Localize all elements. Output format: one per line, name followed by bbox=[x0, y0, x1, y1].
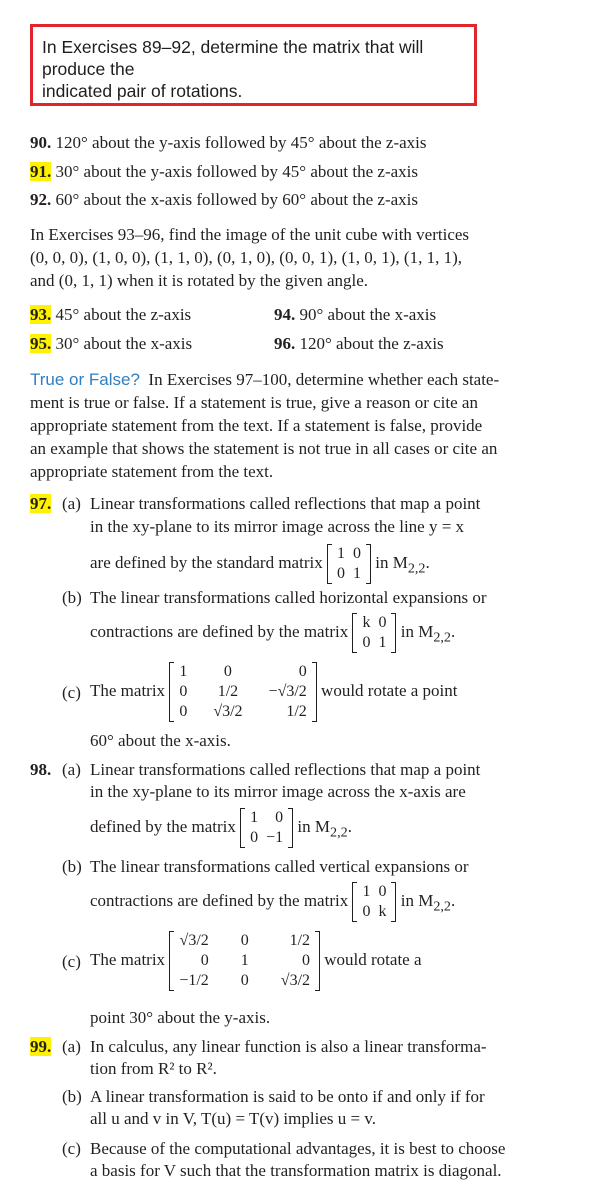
exercise-number: 90. bbox=[30, 133, 52, 152]
exercise-text: in M bbox=[400, 622, 434, 641]
exercise-98b-matrix-line: contractions are defined by the matrix 1 0 0 k in $M_{2,2}$. bbox=[90, 883, 456, 921]
exercise-text: 120° about the y-axis followed by 45° about the z-axis bbox=[55, 133, 427, 152]
true-false-instructions bbox=[30, 368, 522, 483]
exercise-number: 99. bbox=[30, 1037, 52, 1056]
matrix-cell: 0 bbox=[250, 829, 259, 847]
matrix-cell: 1/2 bbox=[217, 683, 239, 701]
exercise-96 bbox=[274, 332, 444, 355]
exercise-text: The matrix bbox=[90, 681, 166, 700]
subscript: 2,2 bbox=[330, 824, 348, 841]
exercise-98c-line: point 30° about the y-axis. bbox=[90, 1008, 271, 1027]
exercise-95 bbox=[30, 332, 192, 355]
matrix-98b bbox=[352, 882, 396, 922]
exercise-text: in M bbox=[400, 891, 434, 910]
paragraph-line: appropriate statement from the text. If a statement is false, provide bbox=[30, 416, 483, 435]
matrix-cell: 0 bbox=[200, 952, 209, 970]
exercise-97b-line: The linear transformations called horizontal expansions or bbox=[90, 588, 487, 607]
matrix-cell: 0 bbox=[336, 565, 345, 583]
paragraph-text: In Exercises 97–100, determine whether each state- bbox=[148, 370, 500, 389]
paragraph-line: and (0, 1, 1) when it is rotated by the given angle. bbox=[30, 271, 369, 290]
subscript: 2,2 bbox=[407, 560, 426, 577]
matrix-cell: 1 bbox=[378, 634, 387, 652]
exercise-93 bbox=[30, 303, 191, 326]
exercise-97b-matrix-line: contractions are defined by the matrix k 0 0 1 in $M_{2,2}$. bbox=[90, 614, 456, 652]
matrix-cell: √3/2 bbox=[179, 932, 209, 950]
instructions-line: In Exercises 89–92, determine the matrix that will bbox=[42, 37, 424, 57]
exercise-number: 93. bbox=[30, 305, 52, 324]
exercise-97c-label: (c) bbox=[62, 683, 81, 702]
exercise-text: in M bbox=[297, 817, 330, 836]
matrix-cell: 1 bbox=[250, 809, 259, 827]
matrix-cell: 0 bbox=[352, 545, 361, 563]
matrix-cell: 0 bbox=[240, 932, 249, 950]
exercise-97a-line: Linear transformations called reflections that map a point bbox=[90, 494, 481, 513]
exercise-99c-line: a basis for V such that the transformation matrix is diagonal. bbox=[90, 1161, 502, 1180]
paragraph-line: ment is true or false. If a statement is true, give a reason or cite an bbox=[30, 393, 478, 412]
exercise-text: defined by the matrix bbox=[90, 817, 236, 836]
exercise-97c-line: 60° about the x-axis. bbox=[90, 731, 231, 750]
true-false-label: True or False? bbox=[30, 370, 140, 389]
exercise-99-number bbox=[30, 1035, 51, 1058]
matrix-cell: 0 bbox=[302, 952, 311, 970]
exercise-98a-label: (a) bbox=[62, 760, 81, 779]
paragraph-line: appropriate statement from the text. bbox=[30, 462, 274, 481]
exercise-99b-label: (b) bbox=[62, 1087, 82, 1106]
exercise-99a-line: tion from R² to R². bbox=[90, 1059, 217, 1078]
exercise-98c-matrix-line bbox=[90, 925, 422, 995]
exercise-97b-label: (b) bbox=[62, 588, 82, 607]
matrix-cell: √3/2 bbox=[213, 703, 243, 721]
exercise-99a-label: (a) bbox=[62, 1037, 81, 1056]
exercise-90 bbox=[30, 131, 427, 154]
matrix-cell: 1 bbox=[362, 883, 371, 901]
paragraph-line bbox=[30, 368, 522, 391]
exercise-text: contractions are defined by the matrix bbox=[90, 622, 349, 641]
matrix-cell: 1 bbox=[240, 952, 249, 970]
cube-instructions bbox=[30, 223, 522, 292]
matrix-97b bbox=[352, 613, 396, 653]
matrix-cell: 0 bbox=[240, 972, 249, 990]
exercise-text: 45° about the z-axis bbox=[55, 305, 192, 324]
matrix-cell: k bbox=[378, 903, 387, 921]
matrix-cell: 1 bbox=[179, 663, 188, 681]
exercise-99b-line: all u and v in V, T(u) = T(v) implies u = v. bbox=[90, 1109, 376, 1128]
matrix-cell: −1 bbox=[266, 829, 284, 847]
matrix-97a bbox=[327, 544, 371, 584]
paragraph-line: (0, 0, 0), (1, 0, 0), (1, 1, 0), (0, 1, 0), (0, 0, 1), (1, 0, 1), (1, 1, 1), bbox=[30, 248, 463, 267]
exercise-text: 30° about the x-axis bbox=[55, 334, 193, 353]
matrix-cell: 0 bbox=[362, 634, 371, 652]
exercise-text: 90° about the x-axis bbox=[299, 305, 437, 324]
matrix-cell: k bbox=[362, 614, 371, 632]
exercise-number: 97. bbox=[30, 494, 52, 513]
matrix-cell: 0 bbox=[275, 809, 284, 827]
exercise-98a-matrix-line: defined by the matrix 1 0 0 −1 in $M_{2,2}$. bbox=[90, 809, 352, 847]
exercise-97a-matrix-line: are defined by the standard matrix 1 0 0 1 in $M_{2,2}$. bbox=[90, 545, 430, 583]
exercise-98a-line: in the xy-plane to its mirror image across the x-axis are bbox=[90, 782, 466, 801]
matrix-cell: 1/2 bbox=[286, 703, 307, 721]
subscript: 2,2 bbox=[433, 898, 452, 915]
exercise-99c-line: Because of the computational advantages, it is best to choose bbox=[90, 1139, 506, 1158]
exercise-98c-label: (c) bbox=[62, 952, 81, 971]
exercise-text: 60° about the x-axis followed by 60° about the z-axis bbox=[55, 190, 418, 209]
matrix-cell: −1/2 bbox=[179, 972, 209, 990]
exercise-97c-matrix-line bbox=[90, 656, 458, 726]
matrix-97c bbox=[169, 662, 316, 722]
matrix-98c bbox=[169, 931, 320, 991]
exercise-99a-line: In calculus, any linear function is also a linear transforma- bbox=[90, 1037, 487, 1056]
exercise-97a-line: in the xy-plane to its mirror image across the line y = x bbox=[90, 517, 465, 536]
exercise-text: are defined by the standard matrix bbox=[90, 553, 323, 572]
exercise-text: contractions are defined by the matrix bbox=[90, 891, 349, 910]
exercise-91 bbox=[30, 160, 418, 183]
exercise-98a-line: Linear transformations called reflections that map a point bbox=[90, 760, 481, 779]
matrix-cell: √3/2 bbox=[280, 972, 311, 990]
matrix-cell: 0 bbox=[362, 903, 371, 921]
matrix-cell: −√3/2 bbox=[268, 683, 307, 701]
matrix-cell: 0 bbox=[378, 614, 387, 632]
exercise-text: 30° about the y-axis followed by 45° about the z-axis bbox=[55, 162, 418, 181]
exercise-text: 120° about the z-axis bbox=[299, 334, 444, 353]
exercise-number: 98. bbox=[30, 760, 52, 779]
matrix-cell: 1 bbox=[352, 565, 361, 583]
exercise-94 bbox=[274, 303, 436, 326]
subscript: 2,2 bbox=[433, 629, 452, 646]
matrix-cell: 0 bbox=[298, 663, 307, 681]
matrix-cell: 1/2 bbox=[289, 932, 311, 950]
paragraph-line: an example that shows the statement is not true in all cases or cite an bbox=[30, 439, 498, 458]
exercise-text: The matrix bbox=[90, 950, 166, 969]
matrix-cell: 0 bbox=[179, 683, 188, 701]
exercise-98-number bbox=[30, 758, 51, 781]
exercise-number: 95. bbox=[30, 334, 52, 353]
matrix-98a bbox=[240, 808, 293, 848]
exercise-text: in M bbox=[375, 553, 408, 572]
matrix-cell: 0 bbox=[179, 703, 188, 721]
exercise-99b-line: A linear transformation is said to be onto if and only if for bbox=[90, 1087, 485, 1106]
instructions-box bbox=[30, 24, 477, 106]
matrix-cell: 0 bbox=[378, 883, 387, 901]
instructions-line: indicated pair of rotations. bbox=[42, 81, 243, 101]
exercise-98b-line: The linear transformations called vertical expansions or bbox=[90, 857, 469, 876]
matrix-cell: 1 bbox=[336, 545, 345, 563]
exercise-text: would rotate a bbox=[324, 950, 422, 969]
instructions-line: produce the bbox=[42, 59, 135, 79]
exercise-number: 91. bbox=[30, 162, 52, 181]
matrix-cell: 0 bbox=[223, 663, 232, 681]
exercise-97a-label: (a) bbox=[62, 494, 81, 513]
exercise-97-number bbox=[30, 492, 51, 515]
exercise-98b-label: (b) bbox=[62, 857, 82, 876]
exercise-text: would rotate a point bbox=[321, 681, 458, 700]
exercise-92 bbox=[30, 188, 418, 211]
exercise-number: 94. bbox=[274, 305, 296, 324]
exercise-number: 92. bbox=[30, 190, 52, 209]
exercise-99c-label: (c) bbox=[62, 1139, 81, 1158]
exercise-number: 96. bbox=[274, 334, 296, 353]
paragraph-line: In Exercises 93–96, find the image of the unit cube with vertices bbox=[30, 225, 470, 244]
